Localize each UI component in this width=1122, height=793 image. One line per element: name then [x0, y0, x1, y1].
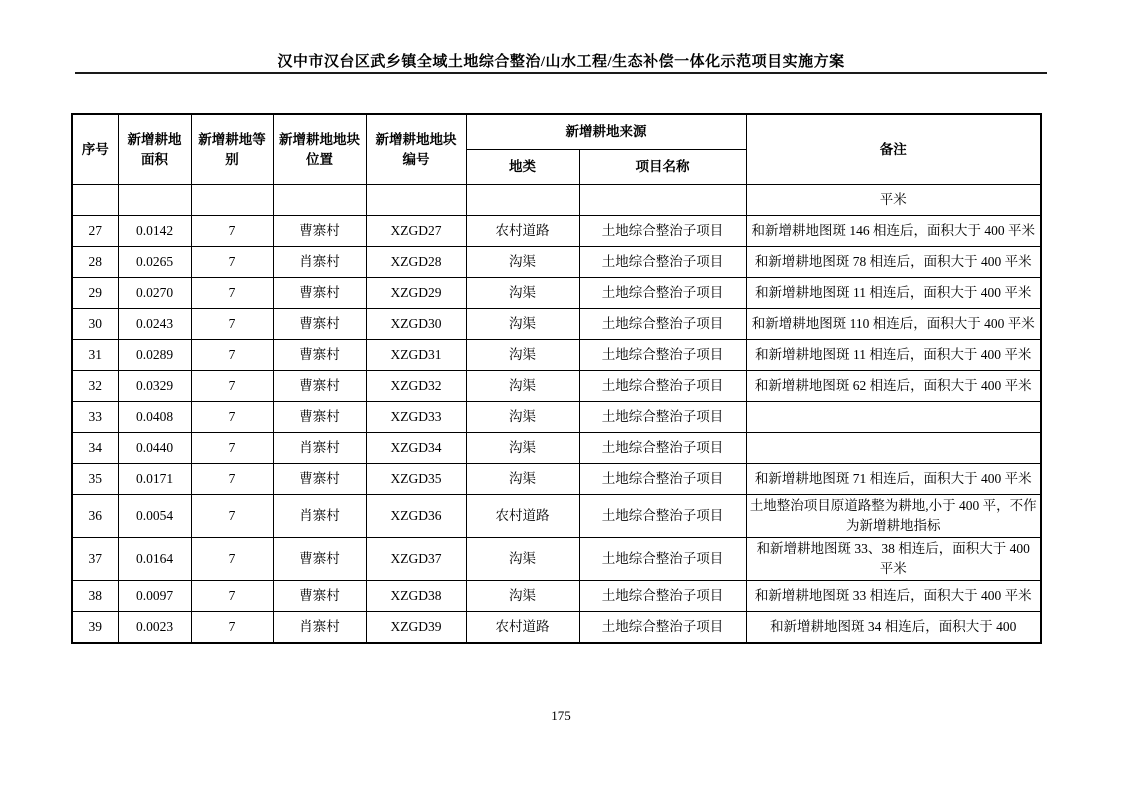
cell-location: 曹寨村	[273, 216, 366, 247]
cell-location: 曹寨村	[273, 464, 366, 495]
cell-remark: 和新增耕地图斑 78 相连后，面积大于 400 平米	[746, 247, 1041, 278]
cell-parcel-no: XZGD32	[366, 371, 466, 402]
cell-land-type: 沟渠	[466, 371, 579, 402]
cell-area: 0.0289	[118, 340, 191, 371]
cell-grade: 7	[191, 581, 273, 612]
cell-project-name: 土地综合整治子项目	[579, 433, 746, 464]
cell-seq: 29	[72, 278, 118, 309]
cell-area: 0.0329	[118, 371, 191, 402]
cell-grade: 7	[191, 464, 273, 495]
cell-seq: 27	[72, 216, 118, 247]
cell-project-name: 土地综合整治子项目	[579, 371, 746, 402]
cell-location	[273, 185, 366, 216]
cell-parcel-no	[366, 185, 466, 216]
cell-grade	[191, 185, 273, 216]
table-body	[72, 185, 1041, 644]
cell-land-type: 农村道路	[466, 495, 579, 538]
cell-remark: 土地整治项目原道路整为耕地,小于 400 平，不作为新增耕地指标	[746, 495, 1041, 538]
cell-seq: 36	[72, 495, 118, 538]
cell-seq: 33	[72, 402, 118, 433]
cell-parcel-no: XZGD30	[366, 309, 466, 340]
header-cell-seq: 序号	[72, 114, 118, 185]
cell-project-name: 土地综合整治子项目	[579, 538, 746, 581]
page-number: 175	[551, 708, 571, 723]
cell-remark: 和新增耕地图斑 33 相连后，面积大于 400 平米	[746, 581, 1041, 612]
cell-land-type: 沟渠	[466, 247, 579, 278]
cell-land-type: 农村道路	[466, 216, 579, 247]
table-row	[72, 371, 1041, 402]
cell-parcel-no: XZGD29	[366, 278, 466, 309]
cell-project-name: 土地综合整治子项目	[579, 216, 746, 247]
cell-project-name: 土地综合整治子项目	[579, 247, 746, 278]
cell-project-name: 土地综合整治子项目	[579, 402, 746, 433]
cell-seq: 34	[72, 433, 118, 464]
table-row	[72, 581, 1041, 612]
header-cell-location: 新增耕地地块位置	[273, 114, 366, 185]
cell-grade: 7	[191, 612, 273, 644]
header-cell-project-name: 项目名称	[579, 150, 746, 185]
table-row	[72, 216, 1041, 247]
cell-area: 0.0440	[118, 433, 191, 464]
table-row	[72, 612, 1041, 644]
cell-area: 0.0023	[118, 612, 191, 644]
cell-grade: 7	[191, 278, 273, 309]
cell-parcel-no: XZGD34	[366, 433, 466, 464]
cell-parcel-no: XZGD37	[366, 538, 466, 581]
header-cell-parcel-no: 新增耕地地块编号	[366, 114, 466, 185]
table-row	[72, 340, 1041, 371]
header-cell-grade: 新增耕地等别	[191, 114, 273, 185]
cell-parcel-no: XZGD36	[366, 495, 466, 538]
cell-land-type: 沟渠	[466, 278, 579, 309]
cell-grade: 7	[191, 340, 273, 371]
new-farmland-table	[71, 113, 1042, 644]
cell-project-name	[579, 185, 746, 216]
cell-location: 曹寨村	[273, 538, 366, 581]
cell-area: 0.0270	[118, 278, 191, 309]
cell-area: 0.0054	[118, 495, 191, 538]
cell-project-name: 土地综合整治子项目	[579, 464, 746, 495]
cell-land-type: 沟渠	[466, 309, 579, 340]
cell-grade: 7	[191, 495, 273, 538]
cell-grade: 7	[191, 371, 273, 402]
cell-location: 曹寨村	[273, 371, 366, 402]
table-row	[72, 495, 1041, 538]
cell-area: 0.0171	[118, 464, 191, 495]
cell-land-type: 沟渠	[466, 538, 579, 581]
cell-remark: 和新增耕地图斑 34 相连后，面积大于 400	[746, 612, 1041, 644]
cell-remark: 和新增耕地图斑 62 相连后，面积大于 400 平米	[746, 371, 1041, 402]
cell-remark: 和新增耕地图斑 146 相连后，面积大于 400 平米	[746, 216, 1041, 247]
table-row	[72, 538, 1041, 581]
cell-area: 0.0097	[118, 581, 191, 612]
cell-seq: 28	[72, 247, 118, 278]
cell-land-type: 沟渠	[466, 581, 579, 612]
cell-land-type: 农村道路	[466, 612, 579, 644]
cell-location: 曹寨村	[273, 278, 366, 309]
cell-project-name: 土地综合整治子项目	[579, 612, 746, 644]
cell-land-type: 沟渠	[466, 433, 579, 464]
cell-seq	[72, 185, 118, 216]
cell-remark: 和新增耕地图斑 11 相连后，面积大于 400 平米	[746, 278, 1041, 309]
cell-remark: 平米	[746, 185, 1041, 216]
cell-area: 0.0265	[118, 247, 191, 278]
cell-remark	[746, 402, 1041, 433]
cell-seq: 37	[72, 538, 118, 581]
table-row	[72, 402, 1041, 433]
header-cell-remark: 备注	[746, 114, 1041, 185]
cell-project-name: 土地综合整治子项目	[579, 309, 746, 340]
table-row	[72, 278, 1041, 309]
cell-remark: 和新增耕地图斑 33、38 相连后，面积大于 400 平米	[746, 538, 1041, 581]
cell-land-type: 沟渠	[466, 402, 579, 433]
table-row	[72, 185, 1041, 216]
header-row-1	[72, 114, 1041, 150]
cell-grade: 7	[191, 538, 273, 581]
cell-seq: 39	[72, 612, 118, 644]
table-row	[72, 247, 1041, 278]
table-row	[72, 433, 1041, 464]
cell-grade: 7	[191, 402, 273, 433]
cell-parcel-no: XZGD33	[366, 402, 466, 433]
table-row	[72, 309, 1041, 340]
cell-parcel-no: XZGD39	[366, 612, 466, 644]
cell-project-name: 土地综合整治子项目	[579, 340, 746, 371]
table-header	[72, 114, 1041, 185]
cell-location: 曹寨村	[273, 402, 366, 433]
cell-seq: 35	[72, 464, 118, 495]
cell-remark: 和新增耕地图斑 110 相连后，面积大于 400 平米	[746, 309, 1041, 340]
header-cell-area: 新增耕地面积	[118, 114, 191, 185]
cell-grade: 7	[191, 247, 273, 278]
cell-parcel-no: XZGD28	[366, 247, 466, 278]
cell-seq: 32	[72, 371, 118, 402]
cell-remark	[746, 433, 1041, 464]
header-rule	[75, 72, 1047, 74]
cell-parcel-no: XZGD27	[366, 216, 466, 247]
cell-remark: 和新增耕地图斑 11 相连后，面积大于 400 平米	[746, 340, 1041, 371]
cell-location: 曹寨村	[273, 309, 366, 340]
cell-parcel-no: XZGD31	[366, 340, 466, 371]
cell-remark: 和新增耕地图斑 71 相连后，面积大于 400 平米	[746, 464, 1041, 495]
cell-area: 0.0142	[118, 216, 191, 247]
cell-project-name: 土地综合整治子项目	[579, 495, 746, 538]
cell-seq: 30	[72, 309, 118, 340]
cell-location: 肖寨村	[273, 433, 366, 464]
cell-area	[118, 185, 191, 216]
cell-parcel-no: XZGD38	[366, 581, 466, 612]
cell-land-type: 沟渠	[466, 340, 579, 371]
table-row	[72, 464, 1041, 495]
cell-seq: 31	[72, 340, 118, 371]
cell-land-type	[466, 185, 579, 216]
cell-location: 曹寨村	[273, 340, 366, 371]
cell-location: 肖寨村	[273, 247, 366, 278]
header-cell-source-group: 新增耕地来源	[466, 114, 746, 150]
cell-area: 0.0408	[118, 402, 191, 433]
page-title: 汉中市汉台区武乡镇全域土地综合整治/山水工程/生态补偿一体化示范项目实施方案	[277, 54, 845, 70]
cell-grade: 7	[191, 433, 273, 464]
cell-project-name: 土地综合整治子项目	[579, 278, 746, 309]
cell-location: 曹寨村	[273, 581, 366, 612]
cell-land-type: 沟渠	[466, 464, 579, 495]
cell-project-name: 土地综合整治子项目	[579, 581, 746, 612]
cell-grade: 7	[191, 216, 273, 247]
cell-grade: 7	[191, 309, 273, 340]
cell-area: 0.0164	[118, 538, 191, 581]
cell-location: 肖寨村	[273, 612, 366, 644]
cell-parcel-no: XZGD35	[366, 464, 466, 495]
cell-seq: 38	[72, 581, 118, 612]
cell-area: 0.0243	[118, 309, 191, 340]
cell-location: 肖寨村	[273, 495, 366, 538]
header-cell-land-type: 地类	[466, 150, 579, 185]
